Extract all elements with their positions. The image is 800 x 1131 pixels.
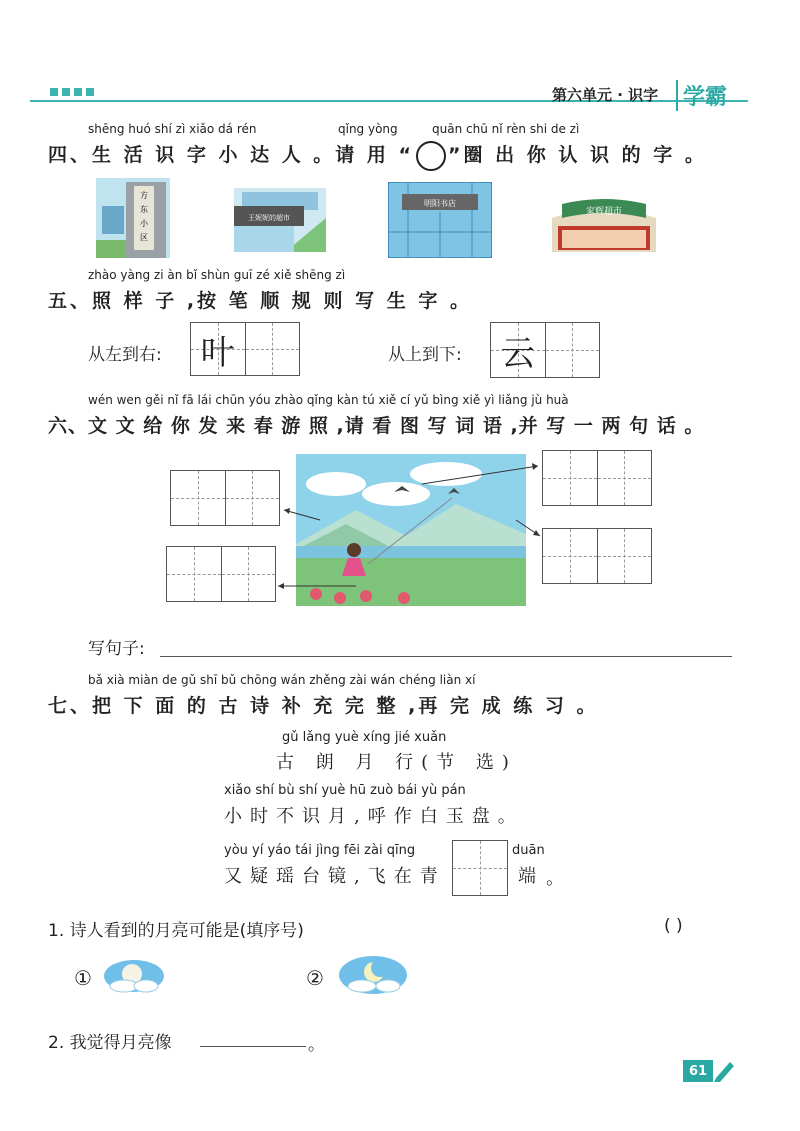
- circle-icon: [416, 141, 446, 171]
- poem-title-pinyin: gǔ lǎng yuè xíng jié xuǎn: [282, 730, 447, 745]
- q7-sub1-answer-paren[interactable]: ( ): [664, 916, 683, 936]
- q5-ex1-label: 从左到右:: [88, 345, 162, 365]
- q4-pinyin-left: shēng huó shí zì xiǎo dá rén: [88, 122, 257, 136]
- sign-image-2[interactable]: [234, 188, 326, 252]
- q5-ex2-grid[interactable]: [490, 322, 600, 378]
- sign-text-1b: 东: [140, 205, 148, 214]
- q6-sentence-label: 写句子:: [88, 639, 145, 659]
- q4-title-left: 四、生 活 识 字 小 达 人 。请 用 “: [48, 144, 415, 166]
- q4-pinyin-right: quān chū nǐ rèn shi de zì: [432, 122, 580, 136]
- header-dots: [50, 88, 94, 96]
- full-moon-icon[interactable]: [102, 956, 166, 996]
- page-number: 61: [683, 1060, 713, 1082]
- q7-sub2-line[interactable]: [200, 1046, 306, 1047]
- poem-line2-pinyin: yòu yí yáo tái jìng fēi zài qīng: [224, 843, 416, 858]
- q5-pinyin: zhào yàng zi àn bǐ shùn guī zé xiě shēng zì: [88, 268, 346, 282]
- poem-line2-end-pinyin: duān: [512, 843, 545, 858]
- q7-sub1: 1. 诗人看到的月亮可能是(填序号): [48, 921, 304, 941]
- sign-text-3: 明阳书店: [424, 199, 456, 208]
- sign-image-3[interactable]: [388, 182, 492, 258]
- sign-text-4: 家辉超市: [585, 207, 623, 217]
- poem-line1: 小时不识月,呼作白玉盘。: [224, 806, 524, 827]
- q7-sub2-end: 。: [308, 1035, 325, 1055]
- q6-box-bottom-left[interactable]: [166, 546, 276, 602]
- q6-box-top-left[interactable]: [170, 470, 280, 526]
- crescent-moon-icon[interactable]: [336, 952, 410, 998]
- poem-title: 古 朗 月 行(节 选): [276, 752, 517, 773]
- q6-box-top-right[interactable]: [542, 450, 652, 506]
- q5-title: 五、照 样 子 ,按 笔 顺 规 则 写 生 字 。: [48, 290, 472, 312]
- q7-sub2: 2. 我觉得月亮像: [48, 1033, 172, 1053]
- q5-ex1-char: 叶: [200, 332, 235, 373]
- sign-image-1[interactable]: [96, 178, 170, 258]
- q4-title-right: ”圈 出 你 认 识 的 字 。: [448, 144, 707, 166]
- q5-ex1-grid[interactable]: [190, 322, 300, 376]
- option-1-label[interactable]: ①: [74, 966, 92, 990]
- header-unit: 第六单元 · 识字: [552, 86, 659, 104]
- poem-blank-box[interactable]: [452, 840, 508, 896]
- sign-text-2: 王妮妮的超市: [248, 214, 290, 222]
- q6-pinyin: wén wen gěi nǐ fā lái chūn yóu zhào qǐng kàn tú xiě cí yǔ bìng xiě yì liǎng jù huà: [88, 393, 569, 407]
- q7-pinyin: bǎ xià miàn de gǔ shī bǔ chōng wán zhěng zài wán chéng liàn xí: [88, 673, 476, 687]
- q6-title: 六、文 文 给 你 发 来 春 游 照 ,请 看 图 写 词 语 ,并 写 一 两 句 话 。: [48, 415, 705, 437]
- q5-ex2-char: 云: [500, 333, 535, 374]
- q4-title: [48, 140, 707, 171]
- option-2-label[interactable]: ②: [306, 966, 324, 990]
- poem-line2-punct: 。: [546, 868, 572, 889]
- sign-text-1c: 小: [140, 219, 148, 228]
- sign-text-1d: 区: [140, 233, 148, 242]
- q6-sentence-line[interactable]: [160, 656, 732, 657]
- header-brand: 学霸: [676, 80, 727, 111]
- pencil-icon: [712, 1058, 734, 1082]
- q6-box-bottom-right[interactable]: [542, 528, 652, 584]
- poem-line2: 又疑瑶台镜,飞在青: [224, 866, 446, 887]
- q5-ex2-label: 从上到下:: [388, 345, 462, 365]
- sign-text-1a: 方: [140, 191, 148, 200]
- sign-image-4[interactable]: [548, 196, 660, 252]
- poem-line1-pinyin: xiǎo shí bù shí yuè hū zuò bái yù pán: [224, 783, 466, 798]
- poem-line2-end: 端: [518, 866, 544, 887]
- q7-title: 七、把 下 面 的 古 诗 补 充 完 整 ,再 完 成 练 习 。: [48, 695, 599, 717]
- q4-pinyin-mid: qǐng yòng: [338, 122, 398, 136]
